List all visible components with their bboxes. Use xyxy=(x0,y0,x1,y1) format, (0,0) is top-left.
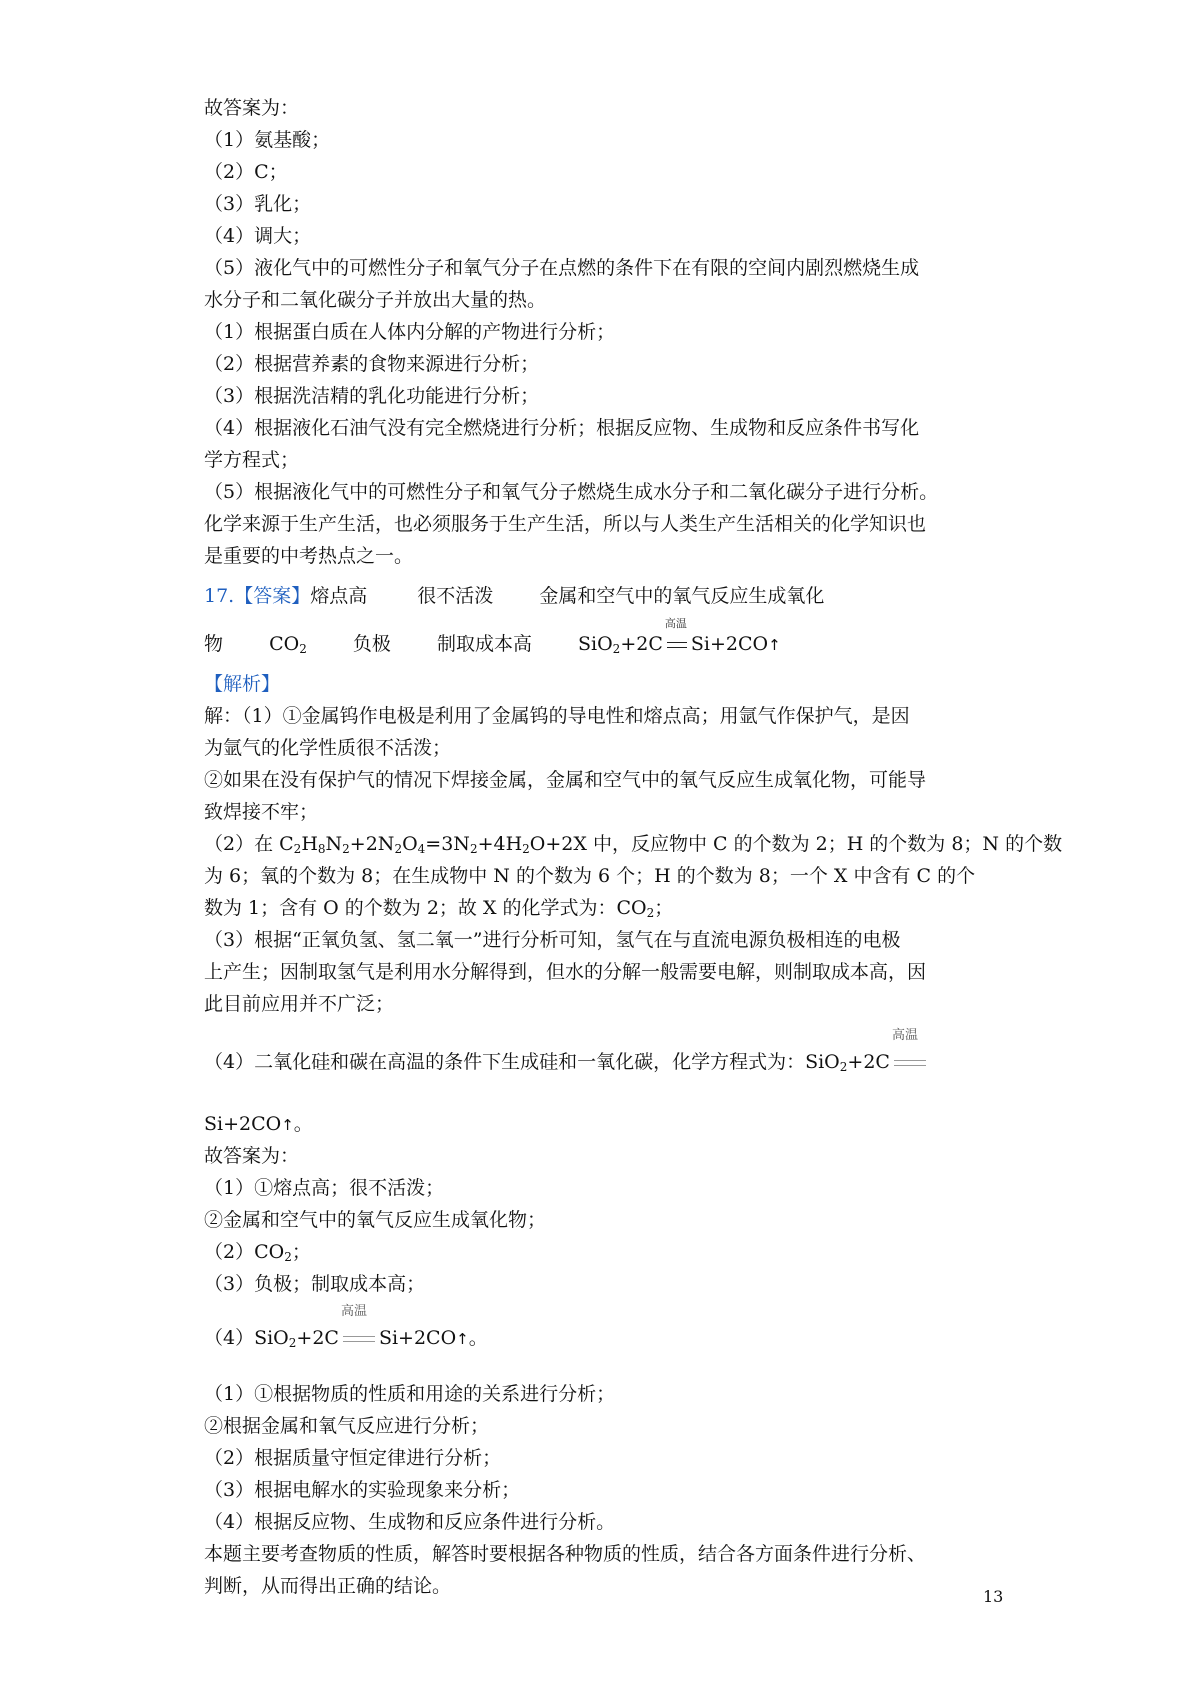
answer-line: （3）乳化； xyxy=(204,193,312,215)
question-number: 17. xyxy=(204,585,235,607)
analysis-line: 为 6；氧的个数为 8；在生成物中 N 的个数为 6 个；H 的个数为 8；一个 X 中含有 C 的个 xyxy=(204,865,976,887)
gas-arrow-icon: ↑ xyxy=(768,636,781,654)
review-line: 判断，从而得出正确的结论。 xyxy=(204,1575,452,1597)
analysis-line: （2）在 $C_2H_8N_2+2N_2O_4=3N_2+4H_2O+2X$ 中，反应物中 C 的个数为 2；H 的个数为 8；N 的个数 xyxy=(204,833,1063,856)
analysis-line: 化学来源于生产生活，也必须服务于生产生活，所以与人类生产生活相关的化学知识也 xyxy=(204,513,927,535)
analysis-line: （4）二氧化硅和碳在高温的条件下生成硅和一氧化碳，化学方程式为：SiO$_2$+2C 高温 xyxy=(204,1046,1004,1078)
review-line: 本题主要考查物质的性质，解答时要根据各种物质的性质，结合各方面条件进行分析、 xyxy=(204,1543,927,1565)
gas-arrow-icon: ↑ xyxy=(456,1330,469,1348)
q17-answer-line: 物 $CO_2$ 负极 制取成本高 SiO$_2$+2C 高温 Si+2CO↑ xyxy=(204,617,781,656)
answer-item: 负极 xyxy=(352,633,391,655)
review-line: （1）①根据物质的性质和用途的关系进行分析； xyxy=(204,1383,616,1405)
answer-line: （4）调大； xyxy=(204,225,312,247)
answer-heading: 故答案为： xyxy=(204,1145,300,1167)
analysis-line: 是重要的中考热点之一。 xyxy=(204,545,414,567)
q17-answer-line xyxy=(204,572,1004,620)
analysis-line: 此目前应用并不广泛； xyxy=(204,993,395,1015)
answer-line: （1）①熔点高；很不活泼； xyxy=(204,1177,445,1199)
answer-line: ②金属和空气中的氧气反应生成氧化物； xyxy=(204,1209,547,1231)
answer-line: （4）SiO$_2$+2C 高温 Si+2CO↑。 xyxy=(204,1304,488,1350)
analysis-line: 学方程式； xyxy=(204,449,300,471)
review-line: ②根据金属和氧气反应进行分析； xyxy=(204,1415,490,1437)
analysis-line: （1）根据蛋白质在人体内分解的产物进行分析； xyxy=(204,321,616,343)
answer-item: 物 xyxy=(204,633,224,655)
review-line: （4）根据反应物、生成物和反应条件进行分析。 xyxy=(204,1511,616,1533)
analysis-line: 数为 1；含有 O 的个数为 2；故 X 的化学式为：$CO_2$； xyxy=(204,897,674,920)
analysis-line: （5）根据液化气中的可燃性分子和氧气分子燃烧生成水分子和二氧化碳分子进行分析。 xyxy=(204,481,939,503)
analysis-line: （3）根据洗洁精的乳化功能进行分析； xyxy=(204,385,540,407)
answer-line: （1）氨基酸； xyxy=(204,129,331,151)
page-content xyxy=(204,92,1063,1602)
answer-item: 金属和空气中的氧气反应生成氧化 xyxy=(539,585,825,607)
analysis-line: 解：（1）①金属钨作电极是利用了金属钨的导电性和熔点高；用氩气作保护气，是因 xyxy=(204,705,910,727)
equation: SiO$_2$+2C 高温 Si+2CO↑ xyxy=(578,617,781,656)
review-line: （3）根据电解水的实验现象来分析； xyxy=(204,1479,521,1501)
page-number: 13 xyxy=(983,1587,1004,1606)
answer-line: （3）负极；制取成本高； xyxy=(204,1273,426,1295)
reaction-condition: 高温 xyxy=(892,1050,928,1070)
analysis-line: Si+2CO↑。 xyxy=(204,1113,313,1135)
analysis-line: 上产生；因制取氢气是利用水分解得到，但水的分解一般需要电解，则制取成本高，因 xyxy=(204,961,927,983)
answer-line: $(2)CO_2$； xyxy=(204,1241,311,1264)
analysis-line: 致焊接不牢； xyxy=(204,801,319,823)
analysis-tag: 【解析】 xyxy=(204,673,281,695)
answer-item: 熔点高 xyxy=(310,585,368,607)
analysis-line: （4）根据液化石油气没有完全燃烧进行分析；根据反应物、生成物和反应条件书写化 xyxy=(204,417,920,439)
answer-heading: 故答案为： xyxy=(204,97,300,119)
analysis-line: ②如果在没有保护气的情况下焊接金属，金属和空气中的氧气反应生成氧化物，可能导 xyxy=(204,769,927,791)
gas-arrow-icon: ↑ xyxy=(281,1116,294,1134)
answer-item: CO xyxy=(269,633,300,655)
analysis-line: 为氩气的化学性质很不活泼； xyxy=(204,737,452,759)
review-line: （2）根据质量守恒定律进行分析； xyxy=(204,1447,502,1469)
answer-line: （2）C； xyxy=(204,161,288,183)
answer-item: 很不活泼 xyxy=(417,585,494,607)
reaction-condition: 高温 xyxy=(341,1326,377,1346)
reaction-condition: 高温 xyxy=(665,632,689,652)
answer-line: 水分子和二氧化碳分子并放出大量的热。 xyxy=(204,289,547,311)
answer-item: 制取成本高 xyxy=(436,633,532,655)
analysis-line: （2）根据营养素的食物来源进行分析； xyxy=(204,353,540,375)
analysis-line: （3）根据“正氧负氢、氢二氧一”进行分析可知，氢气在与直流电源负极相连的电极 xyxy=(204,929,901,951)
answer-tag: 【答案】 xyxy=(234,585,311,607)
answer-line: （5）液化气中的可燃性分子和氧气分子在点燃的条件下在有限的空间内剧烈燃烧生成 xyxy=(204,257,920,279)
